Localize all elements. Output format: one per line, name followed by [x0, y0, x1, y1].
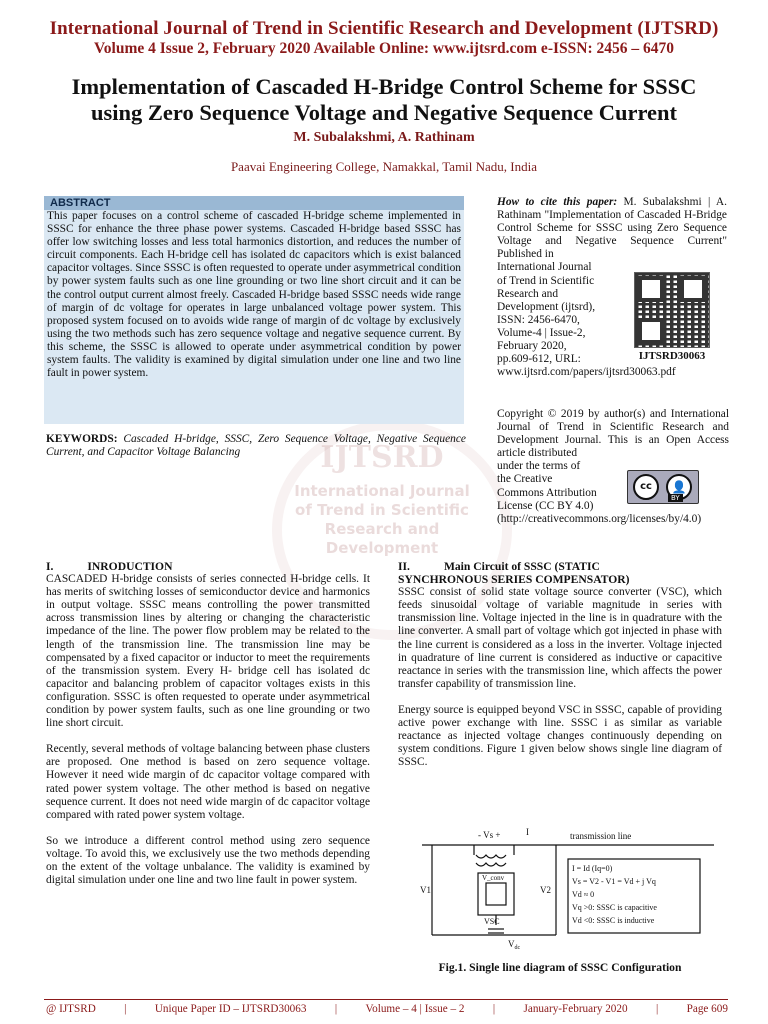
figure-caption: Fig.1. Single line diagram of SSSC Configuration: [438, 961, 682, 974]
watermark-line: Development: [325, 539, 439, 557]
by-label: BY: [668, 494, 683, 502]
intro-heading: [46, 560, 370, 573]
abstract-box: [44, 196, 464, 424]
watermark-subtitle: [292, 482, 472, 558]
v2-label: V2: [540, 885, 551, 895]
intro-heading-text: INRODUCTION: [87, 560, 173, 573]
sssc-single-line-diagram: [418, 823, 718, 963]
copyright-line: Commons Attribution: [497, 486, 597, 499]
transformer-coil-bottom: [476, 863, 506, 866]
citation-label: How to cite this paper:: [497, 196, 618, 208]
cc-icon: cc: [633, 474, 659, 500]
vs-label: - Vs +: [478, 830, 501, 840]
vdc-label-main: V: [508, 939, 515, 949]
watermark-line: International Journal: [294, 482, 470, 500]
qr-code-icon: [634, 272, 710, 348]
license-url[interactable]: (http://creativecommons.org/licenses/by/4.0): [497, 512, 702, 525]
paper-id-label: IJTSRD30063: [638, 350, 706, 362]
citation-line: Volume-4 | Issue-2,: [497, 326, 586, 339]
section2-heading: [398, 560, 722, 586]
footer-journal: @ IJTSRD: [46, 1003, 96, 1015]
vdc-label-sub: dc: [514, 945, 521, 951]
journal-issue-line: Volume 4 Issue 2, February 2020 Available Online: www.ijtsrd.com e-ISSN: 2456 – 6470: [94, 40, 674, 57]
paper-title-line-2: using Zero Sequence Voltage and Negative Sequence Current: [90, 100, 678, 125]
qr-corner: [638, 318, 664, 344]
footer-separator: |: [655, 1003, 659, 1015]
citation-line: of Trend in Scientific: [497, 274, 595, 287]
footer-separator: |: [492, 1003, 496, 1015]
transformer-leads: [474, 845, 514, 855]
watermark-title: IJTSRD: [320, 440, 444, 475]
qr-corner: [680, 276, 706, 302]
vconv-label: V_conv: [482, 874, 505, 882]
footer-date: January-February 2020: [523, 1003, 628, 1015]
citation-intro: [497, 196, 727, 261]
citation-url[interactable]: www.ijtsrd.com/papers/ijtsrd30063.pdf: [497, 366, 676, 379]
footer-page: Page 609: [686, 1003, 728, 1015]
citation-line: ISSN: 2456-6470,: [497, 313, 580, 326]
section2-paragraph-2: Energy source is equipped beyond VSC in SSSC, capable of providing active power exchange with line. SSSC i as similar as variable reactance as injected voltage changes continuously depending on system conditions. Figure 1 given below shows single line diagram of SSSC.: [398, 703, 722, 769]
equation-line: Vq >0: SSSC is capacitive: [572, 903, 657, 912]
citation-line: International Journal: [497, 261, 592, 274]
authors: M. Subalakshmi, A. Rathinam: [293, 130, 475, 145]
switch-icon: [486, 883, 506, 905]
cc-by-license-icon[interactable]: [627, 470, 699, 504]
section2-heading-line-2: SYNCHRONOUS SERIES COMPENSATOR): [398, 573, 630, 587]
citation-line: Research and: [497, 287, 559, 300]
section2-paragraph-1: SSSC consist of solid state voltage source converter (VSC), which feeds sinusoidal voltage of variable magnitude in series with transmission line. Voltage injected in the line is in quadrature with the line converter. A small part of voltage which got injected in phase with the line current is considered as a loss in the inverter. Voltage injected in quadrature of line current is considered as inductive or capacitive reactance in series with the transmission line, which affects the power transfer capability of transmission line.: [398, 586, 722, 690]
citation-details: [497, 261, 627, 366]
watermark-line: Research and: [324, 520, 440, 538]
citation-text: M. Subalakshmi | A. Rathinam "Implementation of Cascaded H-Bridge Control Scheme for SSSC using Zero Sequence Voltage and Negative Sequence Current" Published in: [497, 196, 727, 261]
affiliation: Paavai Engineering College, Namakkal, Tamil Nadu, India: [230, 159, 538, 174]
watermark-line: of Trend in Scientific: [295, 501, 469, 519]
intro-paragraph-3: So we introduce a different control method using zero sequence voltage. To avoid this, we exclusively use the two methods depending on the extent of the voltage unbalance. The validity is examined by digital simulation under one line and two line fault in power system.: [46, 834, 370, 887]
footer: [46, 1003, 728, 1015]
main-circuit-section: [398, 560, 722, 782]
footer-volume: Volume – 4 | Issue – 2: [365, 1003, 465, 1015]
qr-corner: [638, 276, 664, 302]
equation-line: Vd <0: SSSC is inductive: [572, 916, 655, 925]
citation-line: February 2020,: [497, 340, 567, 353]
citation-line: Development (ijtsrd),: [497, 300, 596, 313]
copyright-line: under the terms of: [497, 460, 581, 473]
intro-paragraph-1: CASCADED H-bridge consists of series connected H-bridge cells. It has merits of switching losses of semiconductor device and harmonics in output voltage. SSSC means controlling the power transmitted across transmission lines by altering or changing the characteristic impedance of the line. The power flow problem may be related to the length of the transmission line. The transmission line may be compensated by a fixed capacitor or inductor to meet the requirements of the transmission system. Every H- bridge cell has isolated dc capacitor and balancing problem of capacitor voltages exists in this configuration. SSSC is often requested to operate under asymmetrical condition by power system faults, such as one line grounding or two line short circuit.: [46, 573, 370, 730]
equation-line: Vd ≈ 0: [572, 890, 595, 899]
transformer-coil-top: [476, 855, 506, 858]
current-label: I: [526, 827, 529, 837]
intro-paragraph-2: Recently, several methods of voltage balancing between phase clusters are proposed. One method is based on zero sequence voltage. However it need wide margin of dc capacitor voltage compared with rated power system voltage. The other method is based on negative sequence current. It does not need wide margin of dc capacitor voltage compared with rated power system voltage.: [46, 743, 370, 821]
copyright-block: [497, 408, 729, 526]
abstract-text: This paper focuses on a control scheme of cascaded H-bridge scheme implemented in SSSC for enhance the three phase power systems. Cascaded H-bridge based SSSC has offer low switching losses and less total harmonics distortion, and reduces the number of circuit components. Each H-bridge cell has isolated dc capacitors which is exist balanced capacitor voltages. Since SSSC is often requested to operate under asymmetrical condition by power system faults such as one line grounding or two line short circuit and it can be the control output current almost freely. Cascaded H-bridge based SSSC needs wide range of margin of dc voltage for operates in large unbalanced voltage power system. This proposed system focused on to avoids wide range of margin of dc voltage by exclusively using the two methods such has zero sequence voltage and negative sequence current. By this scheme, the SSSC is allowed to operate under asymmetrical condition by power system faults. The validity is examined by digital simulation under one line and two line fault in power system.: [47, 210, 461, 380]
section2-heading-line-1: Main Circuit of SSSC (STATIC: [443, 560, 600, 573]
footer-paper-id: Unique Paper ID – IJTSRD30063: [154, 1003, 307, 1015]
copyright-license: [497, 460, 621, 512]
copyright-text: Copyright © 2019 by author(s) and International Journal of Trend in Scientific Research and Development Journal. This is an Open Access article distributed: [497, 408, 729, 460]
intro-heading-num: I.: [46, 560, 54, 573]
equation-line: Vs = V2 - V1 = Vd + j Vq: [572, 877, 656, 886]
v1-label: V1: [420, 885, 431, 895]
footer-separator: |: [334, 1003, 338, 1015]
section2-heading-num: II.: [398, 560, 410, 573]
keywords-label: KEYWORDS:: [46, 433, 118, 445]
footer-separator: |: [124, 1003, 127, 1015]
equation-line: I = Id (Iq=0): [572, 864, 613, 873]
abstract-heading: ABSTRACT: [44, 196, 464, 210]
paper-title-line-1: Implementation of Cascaded H-Bridge Control Scheme for SSSC: [71, 74, 697, 99]
vsc-label: VSC: [484, 917, 500, 926]
footer-rule: [44, 999, 728, 1000]
paper-title: [20, 74, 748, 126]
citation-line: pp.609-612, URL:: [497, 353, 581, 366]
copyright-line: the Creative: [497, 473, 553, 486]
journal-title: International Journal of Trend in Scientific Research and Development (IJTSRD): [49, 18, 719, 39]
transmission-line-label: transmission line: [570, 831, 632, 841]
attribution-person-icon: 👤: [666, 474, 692, 500]
keywords-text: Cascaded H-bridge, SSSC, Zero Sequence Voltage, Negative Sequence Current, and Capacitor Voltage Balancing: [46, 433, 466, 459]
vdc-label: [508, 939, 521, 951]
keywords: [46, 433, 466, 459]
copyright-line: License (CC BY 4.0): [497, 499, 594, 512]
introduction-section: [46, 560, 370, 900]
